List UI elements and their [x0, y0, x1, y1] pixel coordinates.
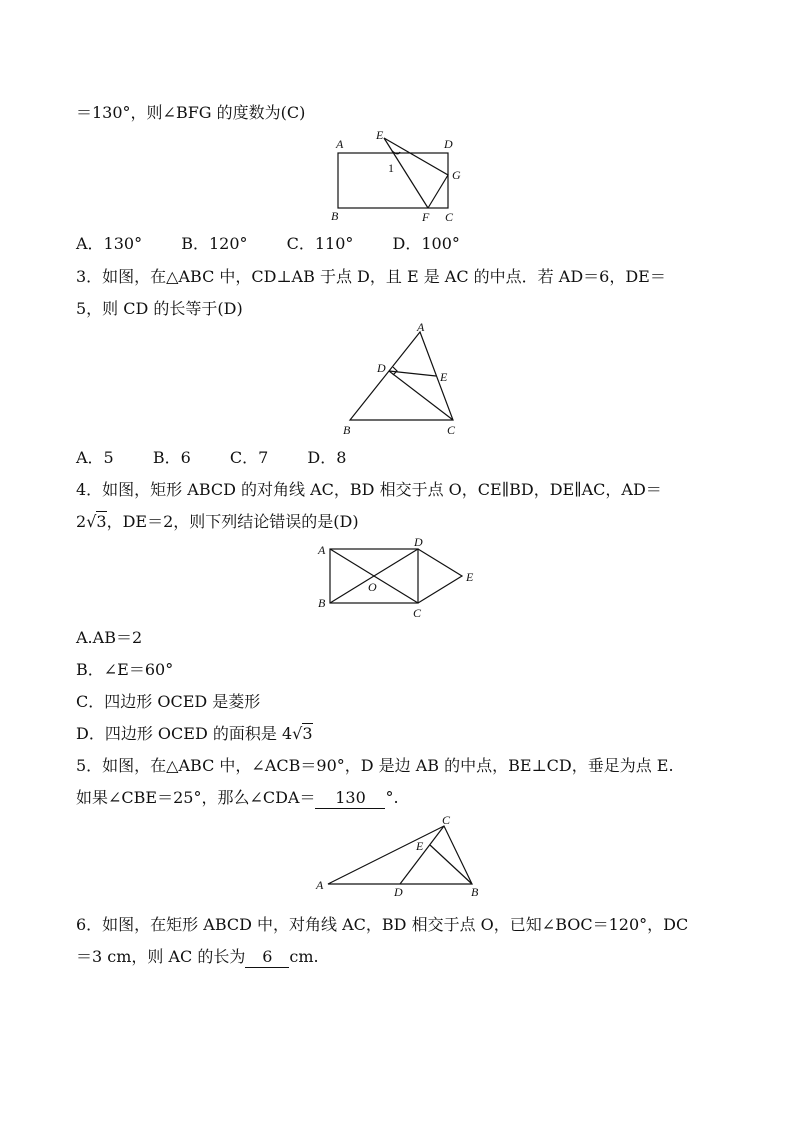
fig2-label-d: D: [377, 361, 386, 375]
q4-line2-post: ，DE＝2，则下列结论错误的是(D): [106, 512, 359, 531]
fig4-label-d: D: [394, 885, 403, 899]
q5-answer-blank: 130: [315, 788, 385, 809]
fig4-label-a: A: [316, 878, 324, 892]
q3-option-a: A．5: [76, 448, 114, 467]
q5-line1: 5．如图，在△ABC 中，∠ACB＝90°，D 是边 AB 的中点，BE⊥CD，垂足为点 E.: [76, 756, 674, 775]
fig2-label-a: A: [417, 320, 425, 334]
fig3-label-e: E: [466, 570, 474, 584]
fig1-label-d: D: [444, 137, 453, 151]
q2-option-c: C．110°: [286, 234, 354, 253]
q5-line2: [76, 788, 399, 809]
fig1-label-1: 1: [388, 161, 394, 175]
figure-3: [314, 535, 484, 623]
q2-stem-tail: ＝130°，则∠BFG 的度数为(C): [76, 103, 306, 122]
fig4-label-c: C: [442, 813, 451, 827]
q4-option-d-radicand: 3: [302, 724, 313, 743]
q4-option-c: C．四边形 OCED 是菱形: [76, 692, 261, 711]
q3-line2: 5，则 CD 的长等于(D): [76, 299, 243, 318]
q4-option-d: D．四边形 OCED 的面积是 4√3: [76, 724, 313, 743]
q3-option-b: B．6: [152, 448, 191, 467]
fig2-label-e: E: [440, 370, 448, 384]
q2-option-a: A．130°: [76, 234, 143, 253]
fig4-line-cd: [400, 826, 444, 884]
fig3-label-d: D: [414, 535, 423, 549]
fig1-label-g: G: [452, 168, 461, 182]
fig4-triangle: [328, 826, 472, 884]
q5-line2-pre: 如果∠CBE＝25°，那么∠CDA＝: [76, 788, 316, 807]
fig4-label-b: B: [471, 885, 479, 899]
figure-4-svg: [314, 812, 492, 898]
q4-line2-radicand: 3: [96, 512, 107, 531]
fig3-label-a: A: [318, 543, 326, 557]
fig1-label-c: C: [445, 210, 454, 224]
q4-option-d-pre: D．四边形 OCED 的面积是 4: [76, 724, 293, 743]
figure-1-svg: [326, 128, 466, 228]
fig1-label-b: B: [331, 209, 339, 223]
fig4-label-e: E: [416, 839, 424, 853]
q3-line1: 3．如图，在△ABC 中，CD⊥AB 于点 D，且 E 是 AC 的中点．若 AD＝6，DE＝: [76, 267, 666, 286]
q6-line2: [76, 947, 319, 968]
fig2-label-c: C: [447, 423, 456, 437]
fig3-label-o: O: [368, 580, 377, 594]
figure-2: [338, 320, 468, 442]
fig2-label-b: B: [343, 423, 351, 437]
q6-answer-blank: 6: [245, 947, 289, 968]
q4-line2: 2√3，DE＝2，则下列结论错误的是(D): [76, 512, 359, 531]
figure-1: [326, 128, 466, 228]
figure-2-svg: [338, 320, 468, 442]
q4-option-a: A.AB＝2: [76, 628, 143, 647]
q4-line1: 4．如图，矩形 ABCD 的对角线 AC，BD 相交于点 O，CE∥BD，DE∥AC，AD＝: [76, 480, 662, 499]
q6-line1: 6．如图，在矩形 ABCD 中，对角线 AC，BD 相交于点 O，已知∠BOC＝120°，DC: [76, 915, 689, 934]
fig3-label-b: B: [318, 596, 326, 610]
fig1-label-f: F: [422, 210, 430, 224]
q3-option-d: D．8: [307, 448, 347, 467]
fig1-label-a: A: [336, 137, 344, 151]
figure-3-svg: [314, 535, 484, 623]
fig4-line-be: [430, 845, 472, 884]
q6-line2-pre: ＝3 cm，则 AC 的长为: [76, 947, 246, 966]
q5-line2-post: °.: [385, 788, 399, 807]
q2-option-b: B．120°: [181, 234, 248, 253]
figure-4: [314, 812, 492, 898]
fig2-triangle: [350, 332, 453, 420]
q4-line2-pre: 2: [76, 512, 87, 531]
q2-option-d: D．100°: [392, 234, 460, 253]
fig3-label-c: C: [413, 606, 422, 620]
q3-options: [76, 448, 346, 468]
fig1-label-e: E: [376, 128, 384, 142]
q6-line2-post: cm.: [289, 947, 319, 966]
q3-option-c: C．7: [229, 448, 269, 467]
q4-option-b: B．∠E＝60°: [76, 660, 174, 679]
q2-options: [76, 234, 460, 254]
fig3-rhombus-edges: [418, 549, 462, 603]
